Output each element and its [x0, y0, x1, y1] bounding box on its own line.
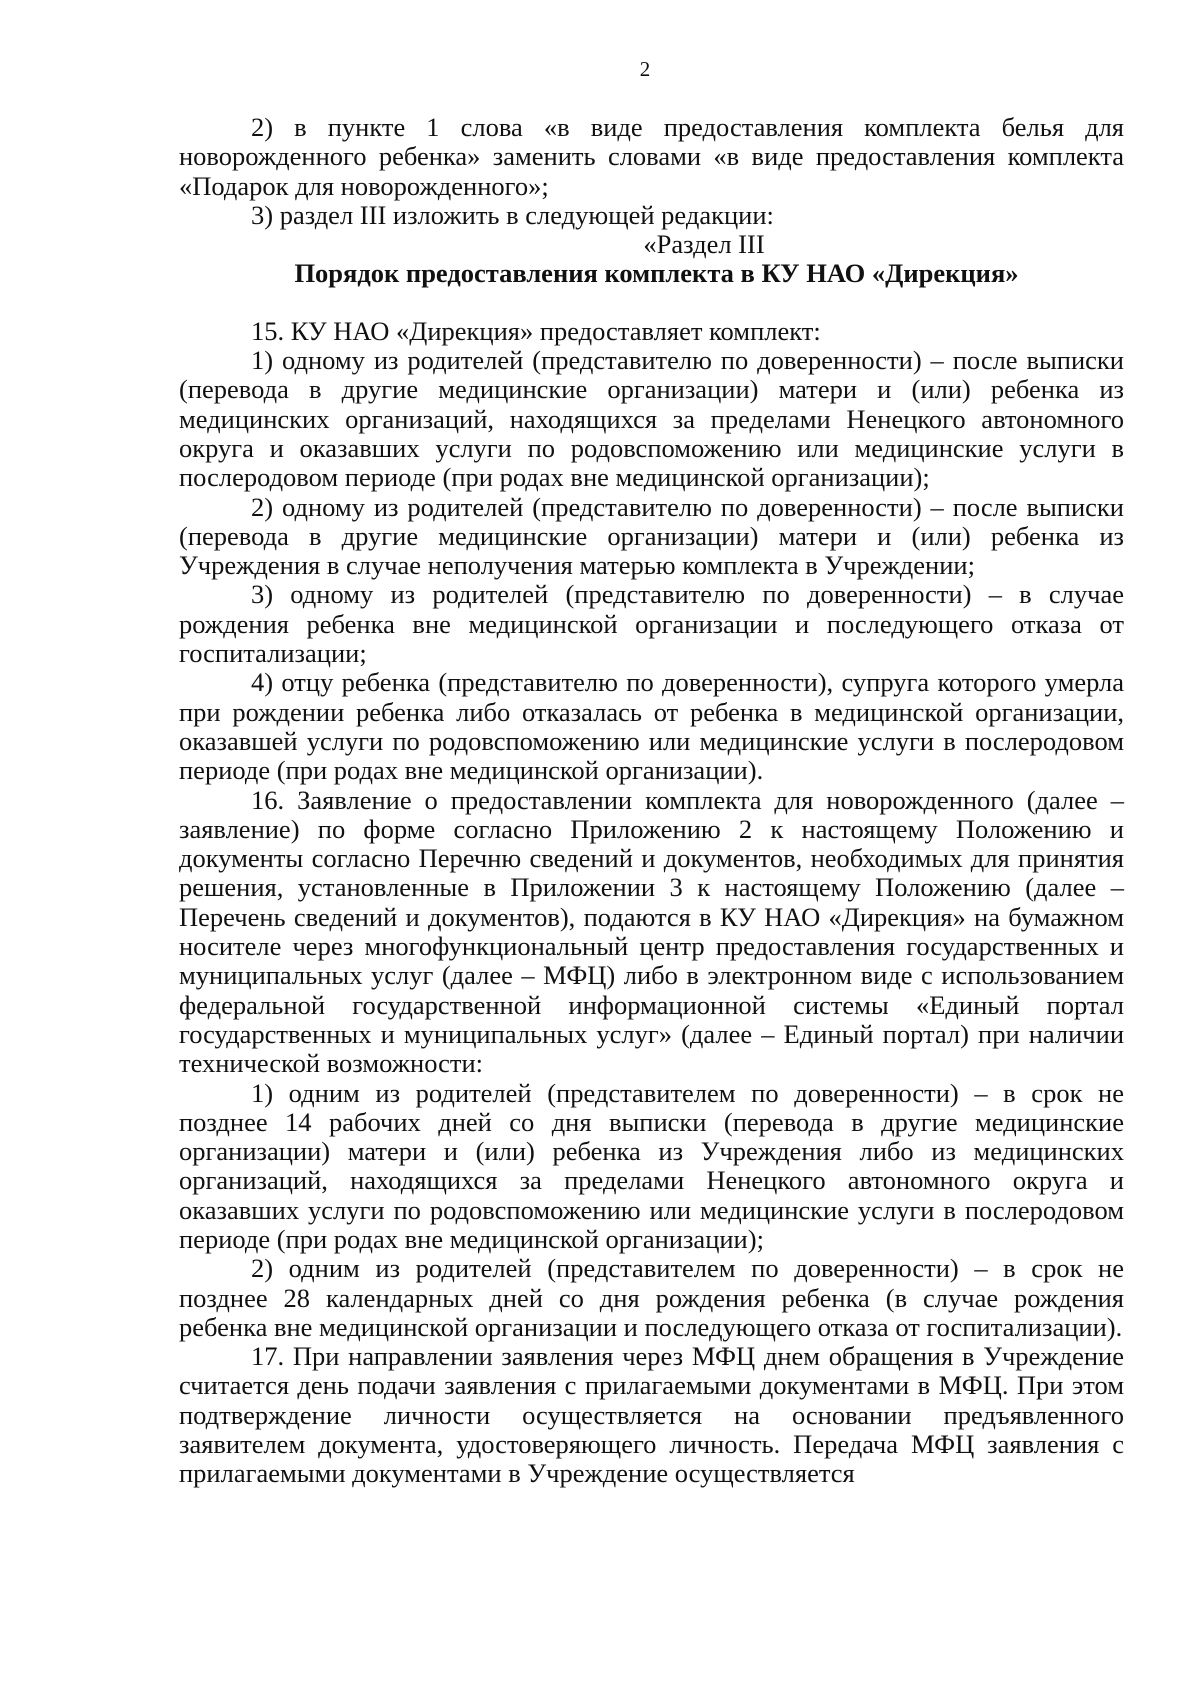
paragraph-15-item-2: 2) одному из родителей (представителю по доверенности) – после выписки (перевода в другие медицинские организации) матери и (или) ребенка из Учреждения в случае неполучения матерью комплекта в Учреждении; — [179, 491, 1124, 581]
paragraph-amendment-3: 3) раздел III изложить в следующей редакции: — [251, 199, 774, 230]
paragraph-15-item-1: 1) одному из родителей (представителю по доверенности) – после выписки (перевода в другие медицинские организации) матери и (или) ребенка из медицинских организаций, находящихся за пределами Ненецкого автономного округа и оказавших услуги по родовспоможению или медицинские услуги в послеродовом периоде (при родах вне медицинской организации); — [179, 345, 1124, 493]
section-heading: Порядок предоставления комплекта в КУ НАО «Дирекция» — [294, 258, 1019, 289]
paragraph-16-item-2: 2) одним из родителей (представителем по доверенности) – в срок не позднее 28 календарных дней со дня рождения ребенка (в случае рождения ребенка вне медицинской организации и последующего отказа от госпитализации). — [179, 1253, 1124, 1342]
document-body — [179, 113, 1124, 1489]
paragraph-15: 15. КУ НАО «Дирекция» предоставляет комплект: — [251, 315, 821, 346]
paragraph-15-item-3: 3) одному из родителей (представителю по доверенности) – в случае рождения ребенка вне медицинской организации и последующего отказа от госпитализации; — [179, 579, 1124, 669]
paragraph-16-item-1: 1) одним из родителей (представителем по доверенности) – в срок не позднее 14 рабочих дней со дня выписки (перевода в другие медицинские организации) матери и (или) ребенка из Учреждения либо из медицинских организаций, находящихся за пределами Ненецкого автономного округа и оказавших услуги по родовспоможению или медицинские услуги в послеродовом периоде (при родах вне медицинской организации); — [179, 1077, 1124, 1254]
paragraph-amendment-2: 2) в пункте 1 слова «в виде предоставления комплекта белья для новорожденного ребенка» заменить словами «в виде предоставления комплекта «Подарок для новорожденного»; — [179, 112, 1124, 201]
paragraph-17: 17. При направлении заявления через МФЦ днем обращения в Учреждение считается день подачи заявления с прилагаемыми документами в МФЦ. При этом подтверждение личности осуществляется на основании предъявленного заявителем документа, удостоверяющего личность. Передача МФЦ заявления с прилагаемыми документами в Учреждение осуществляется — [179, 1341, 1124, 1489]
page-number: 2 — [639, 57, 651, 81]
paragraph-15-item-4: 4) отцу ребенка (представителю по доверенности), супруга которого умерла при рождении ребенка либо отказалась от ребенка в медицинской организации, оказавшей услуги по родовспоможению или медицинские услуги в послеродовом периоде (при родах вне медицинской организации). — [179, 667, 1124, 786]
paragraph-16: 16. Заявление о предоставлении комплекта для новорожденного (далее – заявление) по форме согласно Приложению 2 к настоящему Положению и документы согласно Перечню сведений и документов, необходимых для принятия решения, установленные в Приложении 3 к настоящему Положению (далее – Перечень сведений и документов), подаются в КУ НАО «Дирекция» на бумажном носителе через многофункциональный центр предоставления государственных и муниципальных услуг (далее – МФЦ) либо в электронном виде с использованием федеральной государственной информационной системы «Единый портал государственных и муниципальных услуг» (далее – Единый портал) при наличии технической возможности: — [179, 784, 1124, 1079]
section-label: «Раздел III — [643, 229, 765, 260]
